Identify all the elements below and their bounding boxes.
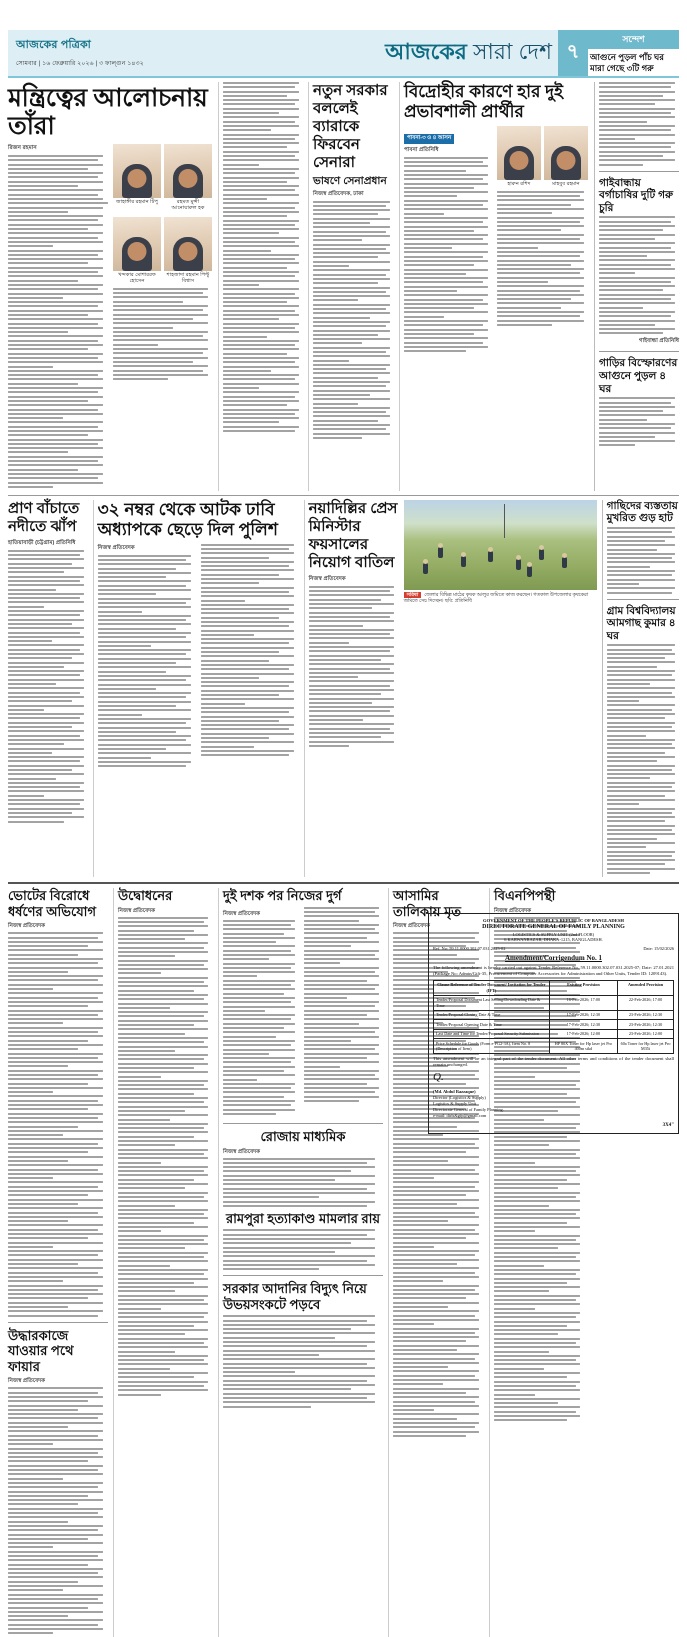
- table-cell: HP 80X Toner for Hp laser jet Pro 400m stkd: [549, 1039, 617, 1054]
- photo-caption: রহমত মুন্সী আনোয়ারুল হক: [171, 199, 205, 211]
- signature-title: Director (Logistics & Supply): [433, 1095, 486, 1101]
- rail-header: [588, 30, 679, 76]
- story-headline: বিদ্রোহীর কারণে হার দুই প্রভাবশালী প্রার্থীর: [403, 82, 563, 122]
- story-subhead: ভাষণে সেনাপ্রধান: [313, 175, 387, 187]
- government-tender-ad: [428, 913, 679, 1134]
- portrait-photo: [544, 126, 588, 180]
- story-fortress: [218, 888, 383, 1637]
- body-text: [223, 920, 299, 1115]
- table-cell: 17-Feb-2026; 12:00: [549, 1029, 617, 1038]
- story-inauguration: [113, 888, 213, 1637]
- gov-line-4: 6 KARWANBAZAR, DHAKA-1215, BANGLADESH.: [504, 937, 603, 943]
- story-byline: নিজস্ব প্রতিবেদক: [223, 910, 261, 917]
- story-headline: নতুন সরকার বললেই ব্যারাকে ফিরবেন সেনারা: [313, 82, 388, 171]
- story-byline: নিজস্ব প্রতিবেদক: [118, 907, 156, 914]
- story-river: [8, 500, 88, 877]
- photo-caption: জাহাঙ্গীর রহমান টিপু: [116, 199, 158, 205]
- gov-line-2: DIRECTORATE GENERAL OF FAMILY PLANNING: [482, 923, 625, 930]
- gov-line-3: LOGISTICS & SUPPLY UNIT (2nd FLOOR): [512, 931, 595, 937]
- gov-body: The following amendment is hereby carried out against Tender Reference No. 59.11.0000.302.07.031.2025-07; Date: 27.01.2021 (Package No: Admin/Gift-35, Procurement of Computer Accessories for Administration and Other Units, Tender ID: 1209143).: [433, 965, 674, 976]
- story-byline: নিজস্ব প্রতিবেদক: [393, 923, 431, 930]
- gov-ref-no: Ref. No: 59.11.0000.302.07.031.2025-02: [433, 946, 506, 952]
- body-text: [8, 550, 88, 823]
- table-header-cell: Clause Reference of Tender Document/ Invitation for Tender (IFT): [434, 980, 550, 995]
- body-text: [223, 1315, 383, 1407]
- masthead-brand: [8, 30, 208, 76]
- body-text: [98, 555, 196, 768]
- table-row: [434, 1029, 674, 1038]
- gov-amendment-title: Amendment/Corrigendum No. 1: [504, 953, 603, 962]
- rail-lead-headline: আগুনে পুড়ল পাঁচ ঘর মারা গেছে ৩টি গরু: [590, 52, 664, 73]
- story-headline: ভোটের বিরোধে ধর্ষণের অভিযোগ: [8, 888, 96, 919]
- section-title-thin: সারা দেশ: [472, 38, 552, 64]
- table-cell: Tender/Proposal Opening Date & Time: [434, 1020, 550, 1029]
- story-rebel-text: [404, 126, 492, 355]
- table-cell: Tender/Proposal Closing Date & Time: [434, 1010, 550, 1019]
- story-rebel: [399, 82, 589, 491]
- body-text: [8, 932, 108, 1316]
- newspaper-page: [0, 30, 687, 1385]
- masthead: [8, 30, 679, 78]
- photo-caption: হারুন রশিদ: [507, 180, 531, 187]
- body-text: [118, 917, 213, 1396]
- portrait-photo: [113, 144, 161, 198]
- story-byline: নিজস্ব প্রতিবেদক: [223, 1148, 261, 1155]
- rail-banner-headline: গাছিদের ব্যস্ততায় মুখরিত গুড় হাট: [606, 499, 678, 525]
- table-row: [434, 995, 674, 1010]
- photo-caption: খন্দকার মোশাররফ হোসেন: [118, 271, 156, 284]
- story-delhi: [304, 500, 597, 877]
- body-text: [304, 907, 383, 1102]
- lead-photo-column: [113, 144, 213, 491]
- story-headline: উদ্বোধনের: [118, 888, 173, 904]
- gov-line-1: GOVERNMENT OF THE PEOPLE'S REPUBLIC OF BANGLADESH: [483, 918, 624, 923]
- story-headline: ৩২ নম্বর থেকে আটক ঢাবি অধ্যাপকে ছেড়ে দিল পুলিশ: [97, 499, 278, 540]
- table-cell: 16-Feb-2026; 17:00: [549, 995, 617, 1010]
- body-text: [223, 82, 303, 432]
- portrait-photo: [497, 126, 541, 180]
- table-row: [434, 1010, 674, 1019]
- table-cell: 23-Feb-2026; 12:00: [618, 1029, 674, 1038]
- lead-story: [8, 82, 213, 491]
- photo-credit: সরিষা: [404, 592, 422, 598]
- story-headline: দুই দশক পর নিজের দুর্গ: [223, 888, 342, 904]
- rail-banner-headline: গ্রাম বিশ্ববিদ্যালয় আমগাছ কুমার ৪ ঘর: [606, 604, 676, 642]
- story-byline: নিজস্ব প্রতিবেদক: [308, 575, 346, 582]
- rail-item-byline: গাইবান্ধা প্রতিনিধি: [638, 338, 680, 345]
- section-title-area: [208, 30, 558, 76]
- body-text: [599, 216, 679, 334]
- story-byline: নিজস্ব প্রতিবেদক: [8, 1378, 46, 1385]
- table-cell: Tender/Proposal Document Last Selling/Downloading Date & Time: [434, 995, 550, 1010]
- body-text: [404, 157, 492, 352]
- right-rail: [594, 82, 679, 491]
- field-photo-block: [404, 500, 597, 750]
- gov-table: [433, 980, 674, 1054]
- table-header-row: [434, 980, 674, 995]
- lead-headline: মন্ত্রিত্বের আলোচনায় তাঁরা: [8, 84, 208, 140]
- signature-email: e-mail: dirls&gfp@gmail.com: [433, 1113, 487, 1119]
- body-text: [113, 288, 213, 380]
- location-tag: পাবনা-৩ ও ৪ আসন: [404, 134, 454, 144]
- publication-logo: আজকের পত্রিকা: [16, 39, 92, 51]
- story-headline: প্রাণ বাঁচাতে নদীতে ঝাঁপ: [8, 499, 80, 535]
- signature-mark: Q.: [433, 1070, 444, 1083]
- photo-caption-text: জেলার বিভিন্ন মাঠের কৃষক আলুর জমিতে কাজ করছেন। গতকাল উপজেলার কৃষকেরা জমিতে সেচ দিচ্ছেন। ছবি: প্রতিনিধি: [403, 592, 589, 604]
- story-headline: সরকার আদানির বিদ্যুৎ নিয়ে উভয়সংকটে পড়বে: [223, 1281, 367, 1312]
- publication-dateline: সোমবার | ১৬ ফেব্রুয়ারি ২০২৬ | ৩ ফাল্গুন ১৪৩২: [16, 60, 144, 67]
- field-photo: [404, 500, 597, 590]
- story-army: [308, 82, 394, 491]
- table-cell: 60a Toner for Hp laser jet Pro M35i: [618, 1039, 674, 1054]
- table-cell: 22-Feb-2026; 17:00: [618, 995, 674, 1010]
- story-byline: নিজস্ব প্রতিবেদক, ঢাকা: [313, 190, 364, 197]
- signature-name: (Md. Abdul Razzaque): [433, 1089, 476, 1095]
- table-cell: 23-Feb-2026; 12:30: [618, 1020, 674, 1029]
- body-text: [607, 527, 679, 593]
- body-text: [313, 201, 394, 439]
- table-cell: 17-Feb-2026; 12:30: [549, 1010, 617, 1019]
- body-text: [223, 1158, 383, 1207]
- body-text: [607, 644, 679, 874]
- body-text: [8, 155, 108, 488]
- photo-caption: শাহজাদা রহমান পিন্টু বিশ্বাস: [166, 271, 210, 284]
- section-title-bold: আজকের: [385, 38, 467, 64]
- table-cell: Price Schedule for Goods (Form e-PG2-3A), Item No. 8 (Description of Item): [434, 1039, 550, 1054]
- portrait-photo: [164, 144, 212, 198]
- body-text: [309, 586, 399, 747]
- ad-size-code: 3X4": [662, 1122, 674, 1128]
- story-byline: নিজস্ব প্রতিবেদক: [8, 923, 46, 930]
- gov-footer: This amendment will be an integral part of the tender document. All other terms and conditions of the tender document shall remain unchanged.: [433, 1056, 674, 1067]
- portrait-photo: [113, 217, 161, 271]
- body-text: [497, 191, 589, 326]
- lead-continued-column: [218, 82, 303, 491]
- story-byline: পাবনা প্রতিনিধি: [403, 146, 439, 153]
- gov-signature: [433, 1089, 674, 1119]
- story-headline: রামপুরা হত্যাকাণ্ড মামলার রায়: [225, 1210, 381, 1226]
- table-header-cell: Existing Provision: [549, 980, 617, 995]
- story-professor: [93, 500, 299, 877]
- photo-caption: [404, 592, 597, 605]
- right-rail-lower: [602, 500, 679, 877]
- top-section: [8, 82, 679, 491]
- table-cell: 23-Feb-2026; 12:30: [618, 1010, 674, 1019]
- lead-text-column: [8, 144, 108, 491]
- story-headline: উদ্ধারকাজে যাওয়ার পথে ফায়ার: [8, 1327, 74, 1374]
- section-title: [385, 35, 552, 72]
- body-text: [599, 397, 679, 446]
- page-number: ৭: [558, 30, 588, 76]
- table-row: [434, 1020, 674, 1029]
- story-byline: নিজস্ব প্রতিবেদক: [494, 907, 532, 914]
- portrait-photo: [164, 217, 212, 271]
- rail-item-headline: গাইবান্ধায় বর্গাচাষির দুটি গরু চুরি: [598, 176, 674, 214]
- gov-date: Date: 15/02/2026: [643, 946, 674, 952]
- middle-section: [8, 500, 679, 877]
- rail-item-headline: গাড়ির বিস্ফোরণের আগুনে পুড়ল ৪ ঘর: [598, 357, 678, 395]
- rail-label: সন্দেশ: [588, 30, 679, 49]
- story-headline: রোজায় মাধ্যমিক: [260, 1128, 346, 1144]
- story-byline: হাতিয়াবাড়ী (চট্টগ্রাম) প্রতিনিধি: [8, 539, 76, 546]
- story-headline: বিএনপিপন্থী: [494, 888, 556, 904]
- signature-dept: Directorate General of Family Planning.: [433, 1107, 504, 1113]
- story-vote-rape: [8, 888, 108, 1637]
- lead-byline: রিজন রহমান: [8, 145, 37, 151]
- story-byline: নিজস্ব প্রতিবেদক: [97, 544, 135, 551]
- story-headline: নয়াদিল্লির প্রেস মিনিস্টার ফয়সালের নিয়োগ বাতিল: [308, 499, 398, 571]
- story-rebel-photos: [497, 126, 589, 355]
- story-headline: আসামির তালিকায় মৃত: [393, 888, 462, 919]
- body-text: [8, 1387, 108, 1634]
- table-cell: Last Date and Time for Tender/Proposal Security Submission: [434, 1029, 550, 1038]
- body-text: [223, 1229, 383, 1270]
- body-text: [201, 544, 299, 757]
- photo-caption: মাহবুব রহমান: [552, 180, 580, 187]
- table-row: [434, 1039, 674, 1054]
- body-text: [599, 82, 679, 166]
- table-cell: 17-Feb-2026; 12:30: [549, 1020, 617, 1029]
- signature-unit: Logistics & Supply Unit: [433, 1101, 477, 1107]
- table-header-cell: Amended Provision: [618, 980, 674, 995]
